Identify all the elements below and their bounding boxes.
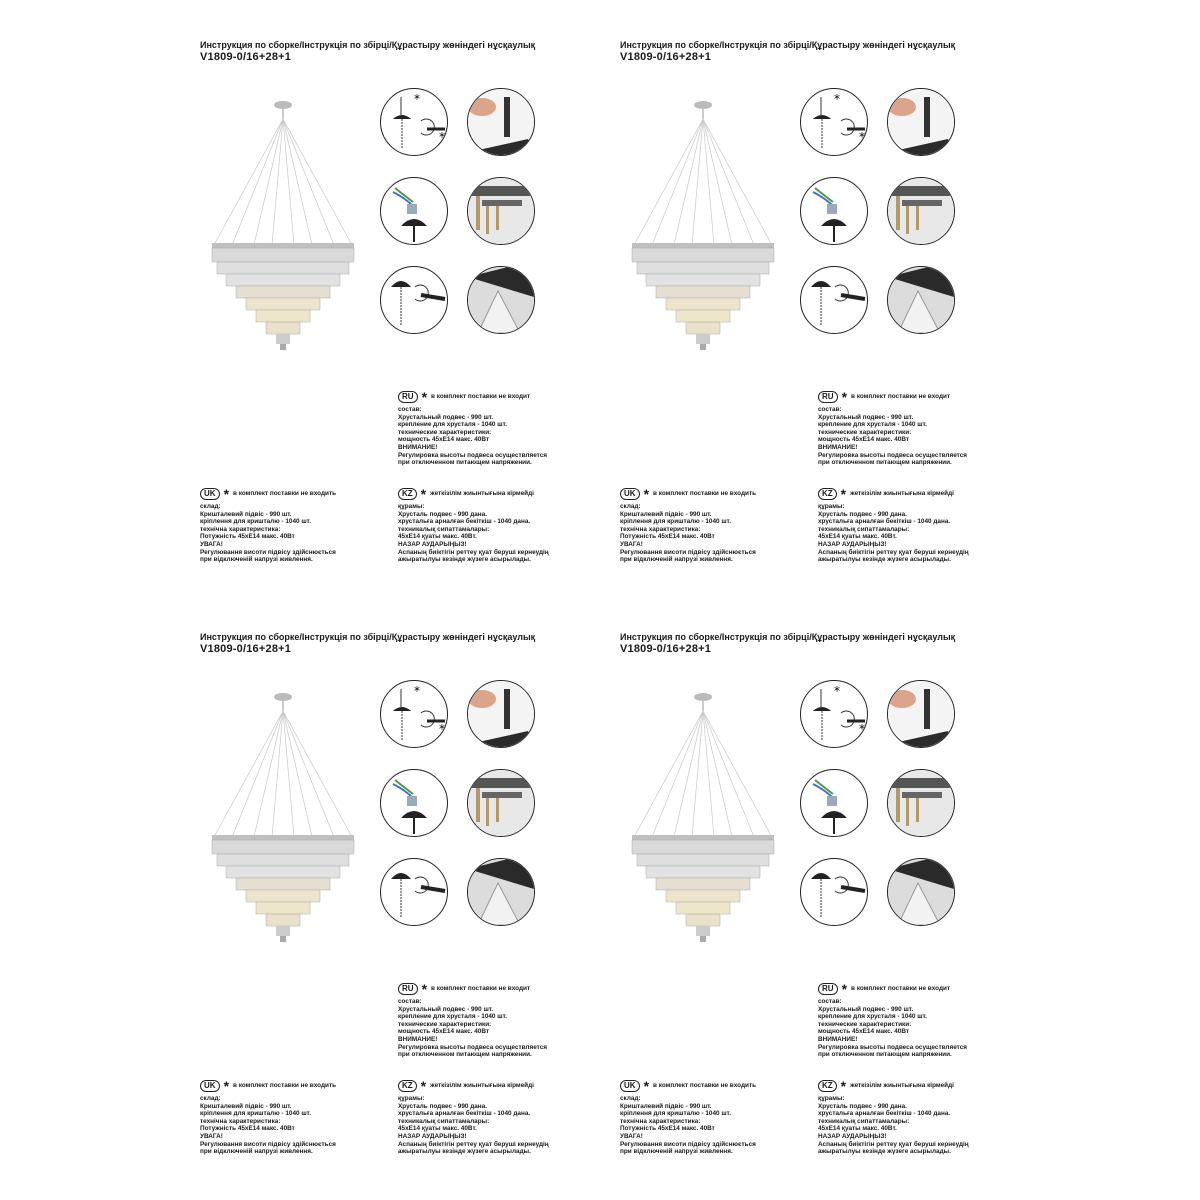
step-adjust-height-image: [800, 266, 868, 334]
uk-text-block: [620, 1079, 756, 1156]
kz-line: хрустальға арналған бекіткіш - 1040 дана.: [818, 518, 951, 526]
ru-line: ВНИМАНИЕ!: [818, 443, 858, 451]
ru-line: технические характеристики:: [818, 1020, 912, 1028]
ru-note: в комплект поставки не входит: [851, 985, 951, 993]
uk-line: кріплення для кришталю - 1040 шт.: [620, 518, 732, 526]
svg-text:*: *: [414, 92, 420, 106]
model-number: V1809-0/16+28+1: [200, 643, 292, 655]
uk-line: при відключеній напрузі живлення.: [200, 1148, 313, 1156]
ru-line: крепление для хрусталя - 1040 шт.: [398, 421, 507, 429]
ru-text-block: [818, 982, 967, 1059]
kz-line: ажыратылуы кезінде жүзеге асырылады.: [818, 1148, 951, 1156]
uk-line: Потужність 45хЕ14 макс. 40Вт: [200, 1125, 295, 1133]
uk-badge: UK: [200, 1080, 220, 1092]
uk-line: технічна характеристика:: [620, 525, 701, 533]
chandelier-illustration: [630, 689, 776, 949]
ru-line: Хрустальный подвес - 990 шт.: [398, 1005, 494, 1013]
svg-text:*: *: [414, 684, 420, 698]
kz-text-block: [818, 487, 969, 564]
uk-note: в комплект поставки не входить: [233, 490, 336, 498]
asterisk-icon: *: [420, 486, 427, 502]
uk-text-block: [620, 487, 756, 564]
chandelier-illustration: [210, 689, 356, 949]
asterisk-icon: *: [840, 1078, 847, 1094]
ru-line: при отключенном питающем напряжении.: [398, 459, 532, 467]
model-number: V1809-0/16+28+1: [620, 51, 712, 63]
kz-line: құрамы:: [818, 503, 845, 510]
uk-badge: UK: [200, 488, 220, 500]
uk-badge: UK: [620, 1080, 640, 1092]
svg-text:*: *: [439, 130, 445, 144]
ru-text-block: [818, 390, 967, 467]
kz-line: құрамы:: [398, 503, 425, 510]
kz-line: техникалық сипаттамалары:: [818, 1117, 910, 1125]
kz-line: ажыратылуы кезінде жүзеге асырылады.: [398, 556, 531, 564]
asterisk-icon: *: [643, 1078, 650, 1094]
uk-badge: UK: [620, 488, 640, 500]
asterisk-icon: *: [420, 1078, 427, 1094]
ru-note: в комплект поставки не входит: [851, 393, 951, 401]
uk-line: Потужність 45хЕ14 макс. 40Вт: [620, 533, 715, 541]
instruction-panel: [420, 0, 1020, 600]
uk-line: Регулювання висоти підвісу здійснюється: [200, 1140, 336, 1148]
asterisk-icon: *: [421, 981, 428, 997]
uk-line: УВАГА!: [620, 1132, 643, 1140]
asterisk-icon: *: [840, 486, 847, 502]
kz-line: техникалық сипаттамалары:: [398, 525, 490, 533]
ru-note: в комплект поставки не входит: [431, 393, 531, 401]
uk-line: Кришталевий підвіс - 990 шт.: [200, 510, 292, 518]
ru-line: крепление для хрусталя - 1040 шт.: [818, 1013, 927, 1021]
asterisk-icon: *: [841, 389, 848, 405]
kz-line: Хрусталь подвес - 990 дана.: [818, 1102, 908, 1110]
ru-line: мощность 45хЕ14 макс. 40Вт: [398, 1028, 490, 1036]
svg-text:*: *: [859, 130, 865, 144]
kz-line: НАЗАР АУДАРЫҢЫЗ!: [398, 1132, 467, 1140]
uk-line: технічна характеристика:: [200, 1117, 281, 1125]
step-hand-mount-photo: [887, 680, 955, 748]
svg-text:*: *: [859, 722, 865, 736]
kz-line: 45хЕ14 қуаты макс. 40Вт.: [818, 533, 897, 541]
ru-line: состав:: [818, 998, 842, 1005]
uk-line: склад:: [200, 503, 221, 510]
doc-title: Инструкция по сборке/Інструкція по збірці/Құрастыру жөніндегі нұсқаулық: [620, 40, 956, 50]
ru-line: крепление для хрусталя - 1040 шт.: [818, 421, 927, 429]
ru-line: мощность 45хЕ14 макс. 40Вт: [398, 436, 490, 444]
uk-line: технічна характеристика:: [620, 1117, 701, 1125]
uk-line: Кришталевий підвіс - 990 шт.: [200, 1102, 292, 1110]
ru-line: Хрустальный подвес - 990 шт.: [818, 1005, 914, 1013]
kz-note: жеткізілім жиынтығына кірмейді: [430, 490, 534, 498]
step-wire-connection-image: [800, 177, 868, 245]
uk-line: при відключеній напрузі живлення.: [620, 1148, 733, 1156]
chandelier-illustration: [210, 97, 356, 357]
kz-note: жеткізілім жиынтығына кірмейді: [850, 1082, 954, 1090]
uk-line: УВАГА!: [200, 540, 223, 548]
kz-text-block: [818, 1079, 969, 1156]
ru-line: состав:: [818, 406, 842, 413]
ru-line: Регулировка высоты подвеса осуществляется: [818, 451, 968, 459]
step-hand-mount-photo: [887, 88, 955, 156]
kz-line: НАЗАР АУДАРЫҢЫЗ!: [818, 540, 887, 548]
kz-line: хрустальға арналған бекіткіш - 1040 дана.: [818, 1110, 951, 1118]
uk-text-block: [200, 487, 336, 564]
ru-line: ВНИМАНИЕ!: [398, 443, 438, 451]
uk-line: Потужність 45хЕ14 макс. 40Вт: [200, 533, 295, 541]
step-crystal-ring-photo: [887, 177, 955, 245]
kz-badge: KZ: [818, 1080, 837, 1092]
kz-line: Хрусталь подвес - 990 дана.: [818, 510, 908, 518]
asterisk-icon: *: [643, 486, 650, 502]
ru-line: Регулировка высоты подвеса осуществляется: [818, 1043, 968, 1051]
uk-line: Регулювання висоти підвісу здійснюється: [620, 1140, 756, 1148]
uk-text-block: [200, 1079, 336, 1156]
kz-line: Аспаның биіктігін реттеу қуат беруші кернеудің: [818, 1140, 969, 1148]
uk-line: кріплення для кришталю - 1040 шт.: [200, 1110, 312, 1118]
ru-line: состав:: [398, 406, 422, 413]
ru-badge: RU: [818, 391, 838, 403]
uk-line: Кришталевий підвіс - 990 шт.: [620, 1102, 712, 1110]
svg-text:*: *: [834, 92, 840, 106]
uk-line: кріплення для кришталю - 1040 шт.: [620, 1110, 732, 1118]
ru-line: Регулировка высоты подвеса осуществляется: [398, 1043, 548, 1051]
doc-title: Инструкция по сборке/Інструкція по збірці/Құрастыру жөніндегі нұсқаулық: [200, 632, 536, 642]
kz-line: 45хЕ14 қуаты макс. 40Вт.: [398, 533, 477, 541]
kz-line: құрамы:: [818, 1095, 845, 1102]
kz-line: ажыратылуы кезінде жүзеге асырылады.: [818, 556, 951, 564]
kz-line: техникалық сипаттамалары:: [398, 1117, 490, 1125]
step-hang-canopy-image: [800, 88, 868, 156]
uk-line: склад:: [620, 1095, 641, 1102]
doc-title: Инструкция по сборке/Інструкція по збірці/Құрастыру жөніндегі нұсқаулық: [620, 632, 956, 642]
step-adjust-height-image: [800, 858, 868, 926]
ru-line: ВНИМАНИЕ!: [398, 1035, 438, 1043]
uk-line: Регулювання висоти підвісу здійснюється: [620, 548, 756, 556]
ru-line: технические характеристики:: [398, 1020, 492, 1028]
kz-line: Аспаның биіктігін реттеу қуат беруші кернеудің: [398, 548, 549, 556]
kz-line: Аспаның биіктігін реттеу қуат беруші кернеудің: [818, 548, 969, 556]
ru-line: технические характеристики:: [398, 428, 492, 436]
ru-line: ВНИМАНИЕ!: [818, 1035, 858, 1043]
kz-badge: KZ: [398, 488, 417, 500]
kz-line: 45хЕ14 қуаты макс. 40Вт.: [818, 1125, 897, 1133]
uk-line: при відключеній напрузі живлення.: [620, 556, 733, 564]
ru-line: Регулировка высоты подвеса осуществляется: [398, 451, 548, 459]
svg-text:*: *: [439, 722, 445, 736]
kz-line: НАЗАР АУДАРЫҢЫЗ!: [818, 1132, 887, 1140]
ru-line: при отключенном питающем напряжении.: [818, 1051, 952, 1059]
step-wire-connection-image: [800, 769, 868, 837]
kz-badge: KZ: [818, 488, 837, 500]
uk-line: кріплення для кришталю - 1040 шт.: [200, 518, 312, 526]
ru-line: состав:: [398, 998, 422, 1005]
doc-title: Инструкция по сборке/Інструкція по збірці/Құрастыру жөніндегі нұсқаулық: [200, 40, 536, 50]
kz-badge: KZ: [398, 1080, 417, 1092]
kz-line: хрустальға арналған бекіткіш - 1040 дана.: [398, 1110, 531, 1118]
ru-line: при отключенном питающем напряжении.: [818, 459, 952, 467]
uk-note: в комплект поставки не входить: [653, 1082, 756, 1090]
model-number: V1809-0/16+28+1: [620, 643, 712, 655]
kz-line: техникалық сипаттамалары:: [818, 525, 910, 533]
step-attach-crystals-photo: [887, 858, 955, 926]
ru-note: в комплект поставки не входит: [431, 985, 531, 993]
ru-badge: RU: [818, 983, 838, 995]
ru-line: при отключенном питающем напряжении.: [398, 1051, 532, 1059]
asterisk-icon: *: [421, 389, 428, 405]
uk-note: в комплект поставки не входить: [233, 1082, 336, 1090]
kz-line: Аспаның биіктігін реттеу қуат беруші кернеудің: [398, 1140, 549, 1148]
ru-line: крепление для хрусталя - 1040 шт.: [398, 1013, 507, 1021]
kz-line: ажыратылуы кезінде жүзеге асырылады.: [398, 1148, 531, 1156]
uk-line: Кришталевий підвіс - 990 шт.: [620, 510, 712, 518]
uk-line: УВАГА!: [200, 1132, 223, 1140]
ru-line: технические характеристики:: [818, 428, 912, 436]
asterisk-icon: *: [223, 1078, 230, 1094]
chandelier-illustration: [630, 97, 776, 357]
uk-line: технічна характеристика:: [200, 525, 281, 533]
ru-line: Хрустальный подвес - 990 шт.: [818, 413, 914, 421]
ru-badge: RU: [398, 391, 418, 403]
uk-line: склад:: [200, 1095, 221, 1102]
step-crystal-ring-photo: [887, 769, 955, 837]
ru-line: мощность 45хЕ14 макс. 40Вт: [818, 1028, 910, 1036]
kz-line: Хрусталь подвес - 990 дана.: [398, 1102, 488, 1110]
uk-line: при відключеній напрузі живлення.: [200, 556, 313, 564]
kz-line: 45хЕ14 қуаты макс. 40Вт.: [398, 1125, 477, 1133]
kz-note: жеткізілім жиынтығына кірмейді: [850, 490, 954, 498]
kz-line: құрамы:: [398, 1095, 425, 1102]
kz-line: НАЗАР АУДАРЫҢЫЗ!: [398, 540, 467, 548]
uk-line: склад:: [620, 503, 641, 510]
asterisk-icon: *: [223, 486, 230, 502]
kz-line: Хрусталь подвес - 990 дана.: [398, 510, 488, 518]
asterisk-icon: *: [841, 981, 848, 997]
uk-note: в комплект поставки не входить: [653, 490, 756, 498]
uk-line: Регулювання висоти підвісу здійснюється: [200, 548, 336, 556]
model-number: V1809-0/16+28+1: [200, 51, 292, 63]
uk-line: Потужність 45хЕ14 макс. 40Вт: [620, 1125, 715, 1133]
step-attach-crystals-photo: [887, 266, 955, 334]
step-hang-canopy-image: [800, 680, 868, 748]
uk-line: УВАГА!: [620, 540, 643, 548]
instruction-panel: [420, 592, 1020, 1192]
kz-note: жеткізілім жиынтығына кірмейді: [430, 1082, 534, 1090]
ru-line: мощность 45хЕ14 макс. 40Вт: [818, 436, 910, 444]
svg-text:*: *: [834, 684, 840, 698]
ru-line: Хрустальный подвес - 990 шт.: [398, 413, 494, 421]
kz-line: хрустальға арналған бекіткіш - 1040 дана.: [398, 518, 531, 526]
ru-badge: RU: [398, 983, 418, 995]
